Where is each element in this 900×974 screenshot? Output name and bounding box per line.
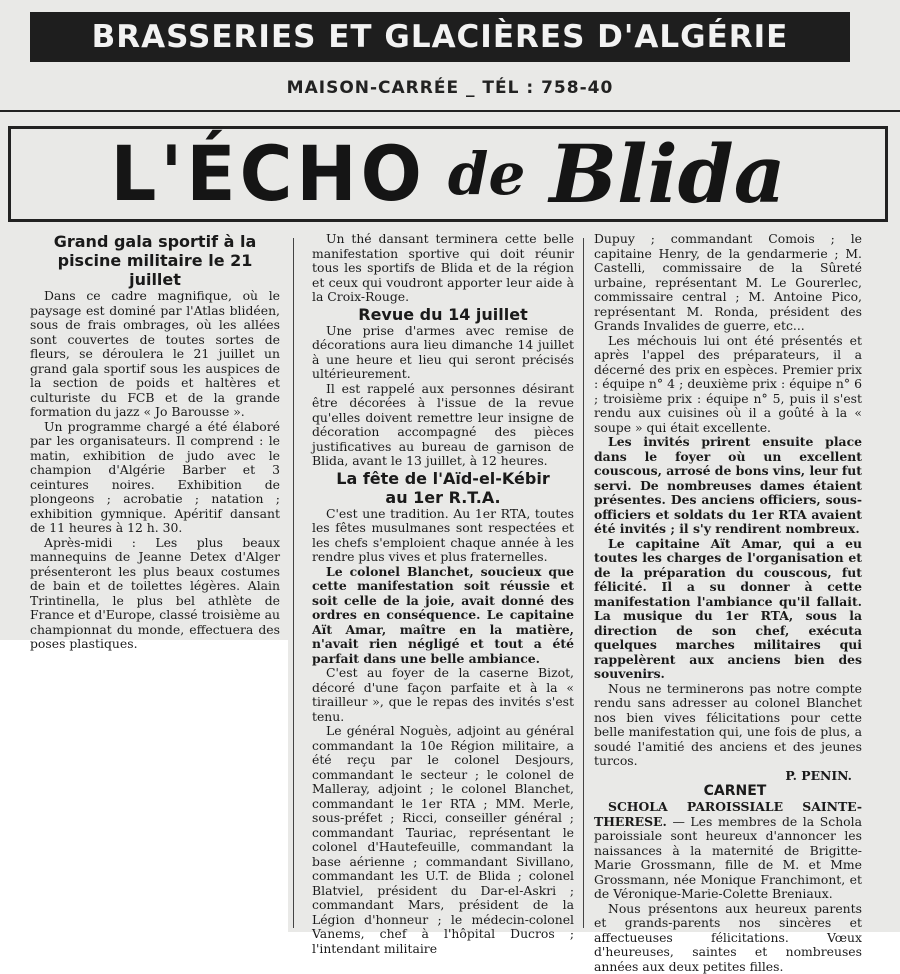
column-divider-1 [293, 238, 294, 928]
ad-banner [30, 12, 850, 62]
fete-headline-line-1: La fête de l'Aïd-el-Kébir [312, 469, 574, 488]
masthead-title-blida: Blida [549, 127, 785, 221]
carnet-lead: SCHOLA PAROISSIALE SAINTE-THERESE. [594, 799, 862, 829]
fete-paragraph-9: Nous ne terminerons pas notre compte rendu sans adresser au colonel Blanchet nos bien vives félicitations pour cette belle manifestation qui, une fois de plus, a soudé l'amitié des anciens et des jeunes turcos. [594, 682, 862, 769]
masthead [8, 126, 888, 222]
gala-paragraph-4: Un thé dansant terminera cette belle manifestation sportive qui doit réunir tous les sportifs de Blida et de la région et ceux qui voudront apporter leur aide à la Croix-Rouge. [312, 232, 574, 305]
ad-banner-text: BRASSERIES ET GLACIÈRES D'ALGÉRIE [92, 19, 789, 55]
fete-headline-line-2: au 1er R.T.A. [312, 488, 574, 507]
top-rule [0, 110, 900, 112]
carnet-paragraph-1 [594, 800, 862, 902]
ad-subline: MAISON-CARRÉE _ TÉL : 758-40 [0, 78, 900, 98]
revue-headline: Revue du 14 juillet [312, 305, 574, 324]
gala-paragraph-3: Après-midi : Les plus beaux mannequins de Jeanne Detex d'Alger présenteront les plus beaux costumes de bain et de toilettes légères. Alain Trintinella, le plus bel athlète de France et d'Europe, classé troisième au championnat du monde, effectuera des poses plastiques. [30, 536, 280, 652]
carnet-paragraph-2: Nous présentons aux heureux parents et grands-parents nos sincères et affectueuses félicitations. Vœux d'heureuses, saintes et nombreuses années aux deux petites filles. [594, 902, 862, 974]
gala-headline: Grand gala sportif à la piscine militaire le 21 juillet [30, 232, 280, 289]
fete-paragraph-8: Le capitaine Aït Amar, qui a eu toutes les charges de l'organisation et de la préparation du couscous, fut félicité. Il a su donner à cette manifestation l'ambiance qu'il fallait. La musique du 1er RTA, sous la direction de son chef, exécuta quelques marches militaires qui rappelèrent aux anciens bien des souvenirs. [594, 537, 862, 682]
gala-paragraph-1: Dans ce cadre magnifique, où le paysage est dominé par l'Atlas blidéen, sous de frais ombrages, où les allées sont couvertes de toutes sortes de fleurs, se déroulera le 21 juillet un grand gala sportif sous les auspices de la section de poids et haltères et culturiste du FCB et de la grande formation du jazz « Jo Barousse ». [30, 289, 280, 420]
column-divider-2 [583, 238, 584, 928]
carnet-text: — Les membres de la Schola paroissiale sont heureux d'annoncer les naissances à la maternité de Brigitte-Marie Grossmann, fille de M. et Mme Grossmann, née Monique Franchimont, et de Véronique-Marie-Colette Breniaux. [594, 814, 862, 902]
fete-paragraph-5: Dupuy ; commandant Comois ; le capitaine Henry, de la gendarmerie ; M. Castelli, commissaire de la Sûreté urbaine, représentant M. Le Gourerlec, commissaire central ; M. Antoine Pico, représentant M. Ronda, président des Grands Invalides de guerre, etc... [594, 232, 862, 334]
fete-paragraph-4: Le général Noguès, adjoint au général commandant la 10e Région militaire, a été reçu par le colonel Desjours, commandant le secteur ; le colonel de Malleray, adjoint ; le colonel Blanchet, commandant le 1er RTA ; MM. Merle, sous-préfet ; Ricci, conseiller général ; commandant Tauriac, représentant le colonel d'Hautefeuille, commandant la base aérienne ; commandant Sivillano, commandant les U.T. de Blida ; colonel Blatviel, président du Dar-el-Askri ; commandant Mars, président de la Légion d'honneur ; le médecin-colonel Vanems, chef à l'hôpital Ducros ; l'intendant militaire [312, 724, 574, 956]
carnet-headline: CARNET [594, 783, 862, 800]
fete-signature: P. PENIN. [594, 769, 862, 784]
clipping-cutout-area [0, 640, 288, 932]
fete-paragraph-3: C'est au foyer de la caserne Bizot, décoré d'une façon parfaite et à la « tirailleur », que le repas des invités s'est tenu. [312, 666, 574, 724]
column-2 [312, 232, 574, 956]
fete-paragraph-6: Les méchouis lui ont été présentés et après l'appel des préparateurs, il a décerné des prix en espèces. Premier prix : équipe n° 4 ; deuxième prix : équipe n° 6 ; troisième prix : équipe n° 5, puis il s'est rendu aux cuisines où il a goûté à la « soupe » qui était excellente. [594, 334, 862, 436]
masthead-title-de: de [448, 140, 525, 208]
revue-paragraph-1: Une prise d'armes avec remise de décorations aura lieu dimanche 14 juillet à une heure et lieu qui seront précisés ultérieurement. [312, 324, 574, 382]
column-3 [594, 232, 862, 974]
fete-paragraph-1: C'est une tradition. Au 1er RTA, toutes les fêtes musulmanes sont respectées et les chefs s'emploient chaque année à les rendre plus vives et plus fraternelles. [312, 507, 574, 565]
fete-paragraph-7: Les invités prirent ensuite place dans le foyer où un excellent couscous, arrosé de bons vins, leur fut servi. De nombreuses dames étaient présentes. Des anciens officiers, sous-officiers et soldats du 1er RTA avaient été invités ; il s'y rendirent nombreux. [594, 435, 862, 537]
fete-paragraph-2: Le colonel Blanchet, soucieux que cette manifestation soit réussie et soit celle de la joie, avait donné des ordres en conséquence. Le capitaine Aït Amar, maître en la matière, n'avait rien négligé et tout a été parfait dans une belle ambiance. [312, 565, 574, 667]
masthead-title-echo: L'ÉCHO [110, 130, 425, 218]
column-1 [30, 232, 280, 652]
revue-paragraph-2: Il est rappelé aux personnes désirant être décorées à l'issue de la revue qu'elles doivent remettre leur insigne de décoration accompagné des pièces justificatives au bureau de garnison de Blida, avant le 13 juillet, à 12 heures. [312, 382, 574, 469]
gala-paragraph-2: Un programme chargé a été élaboré par les organisateurs. Il comprend : le matin, exhibition de judo avec le champion d'Algérie Barber et 3 ceintures noires. Exhibition de plongeons ; acrobatie ; natation ; exhibition gymnique. Apéritif dansant de 11 heures à 12 h. 30. [30, 420, 280, 536]
